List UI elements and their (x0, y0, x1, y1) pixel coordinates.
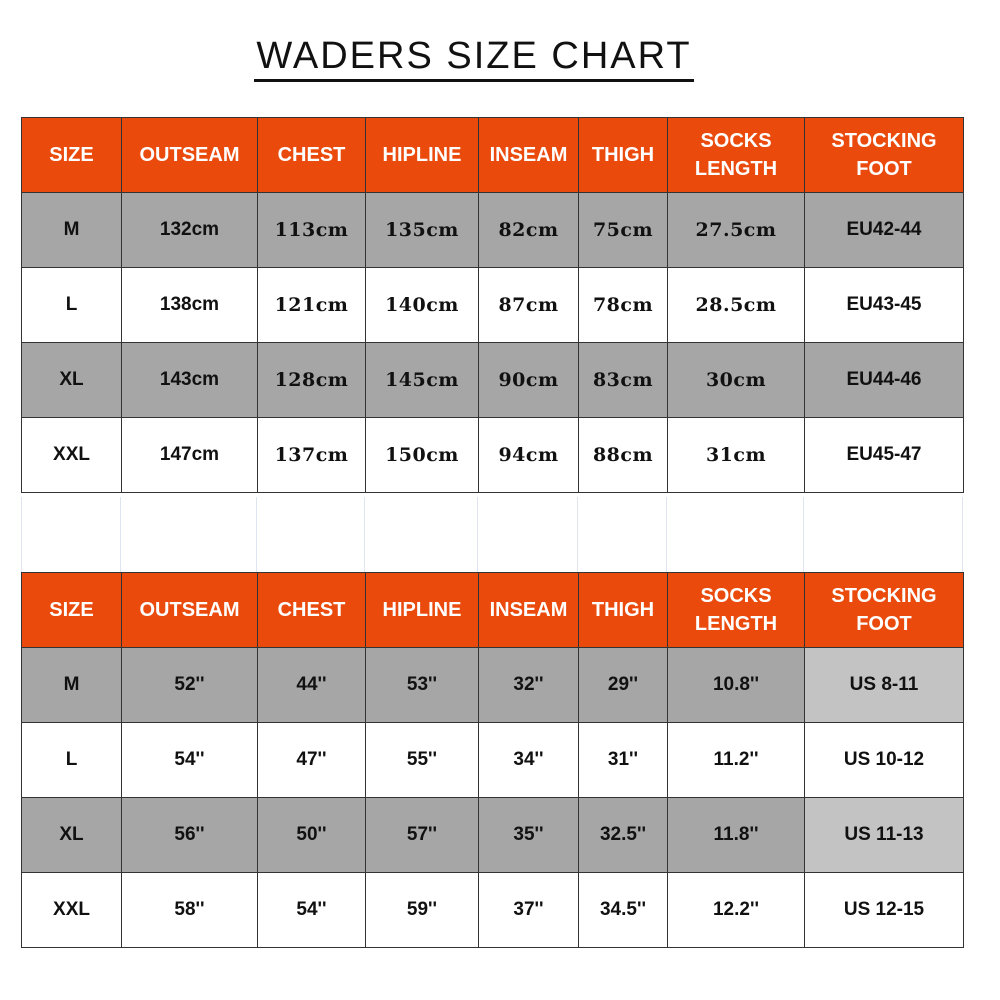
stocking-foot-cell: EU42-44 (805, 193, 964, 268)
outseam-cell: 132cm (122, 193, 258, 268)
socks-length-cell: 28.5cm (668, 268, 805, 343)
thigh-cell: 83cm (579, 343, 668, 418)
table-row (22, 873, 964, 948)
header-stocking-foot: STOCKING FOOT (805, 573, 964, 648)
header-thigh: THIGH (579, 573, 668, 648)
header-socks-length: SOCKS LENGTH (668, 573, 805, 648)
socks-length-cell: 11.2'' (668, 723, 805, 798)
socks-length-cell: 12.2'' (668, 873, 805, 948)
outseam-cell: 143cm (122, 343, 258, 418)
table-header-row (22, 573, 964, 648)
thigh-cell: 78cm (579, 268, 668, 343)
size-cell: L (22, 268, 122, 343)
chest-cell: 113cm (258, 193, 366, 268)
spacer-column (578, 497, 667, 572)
size-cell: XL (22, 798, 122, 873)
size-cell: M (22, 193, 122, 268)
page-title-text: WADERS SIZE CHART (254, 34, 693, 82)
header-inseam: INSEAM (479, 118, 579, 193)
table-row (22, 268, 964, 343)
spacer-column (478, 497, 578, 572)
inseam-cell: 35'' (479, 798, 579, 873)
header-size: SIZE (22, 573, 122, 648)
header-outseam: OUTSEAM (122, 573, 258, 648)
table-row (22, 798, 964, 873)
chest-cell: 121cm (258, 268, 366, 343)
outseam-cell: 58'' (122, 873, 258, 948)
table-row (22, 193, 964, 268)
inseam-cell: 34'' (479, 723, 579, 798)
chest-cell: 47'' (258, 723, 366, 798)
spacer-column (667, 497, 804, 572)
size-cell: L (22, 723, 122, 798)
spacer-column (121, 497, 257, 572)
outseam-cell: 52'' (122, 648, 258, 723)
thigh-cell: 88cm (579, 418, 668, 493)
page-title (0, 34, 948, 82)
stocking-foot-cell: EU44-46 (805, 343, 964, 418)
outseam-cell: 147cm (122, 418, 258, 493)
chest-cell: 128cm (258, 343, 366, 418)
socks-length-cell: 27.5cm (668, 193, 805, 268)
socks-length-cell: 10.8'' (668, 648, 805, 723)
thigh-cell: 75cm (579, 193, 668, 268)
hipline-cell: 57'' (366, 798, 479, 873)
metric-size-table (21, 117, 964, 493)
header-hipline: HIPLINE (366, 573, 479, 648)
outseam-cell: 56'' (122, 798, 258, 873)
inseam-cell: 94cm (479, 418, 579, 493)
socks-length-cell: 31cm (668, 418, 805, 493)
header-stocking-foot: STOCKING FOOT (805, 118, 964, 193)
inseam-cell: 90cm (479, 343, 579, 418)
thigh-cell: 31'' (579, 723, 668, 798)
size-cell: XXL (22, 873, 122, 948)
outseam-cell: 54'' (122, 723, 258, 798)
size-cell: XXL (22, 418, 122, 493)
table-row (22, 343, 964, 418)
spacer-column (804, 497, 963, 572)
hipline-cell: 59'' (366, 873, 479, 948)
header-size: SIZE (22, 118, 122, 193)
imperial-size-table (21, 572, 964, 948)
socks-length-cell: 11.8'' (668, 798, 805, 873)
header-socks-length: SOCKS LENGTH (668, 118, 805, 193)
hipline-cell: 53'' (366, 648, 479, 723)
header-outseam: OUTSEAM (122, 118, 258, 193)
stocking-foot-cell: US 10-12 (805, 723, 964, 798)
stocking-foot-cell: EU43-45 (805, 268, 964, 343)
table-header-row (22, 118, 964, 193)
stocking-foot-cell: US 11-13 (805, 798, 964, 873)
spacer-column (257, 497, 365, 572)
header-chest: CHEST (258, 573, 366, 648)
hipline-cell: 140cm (366, 268, 479, 343)
chest-cell: 137cm (258, 418, 366, 493)
socks-length-cell: 30cm (668, 343, 805, 418)
hipline-cell: 150cm (366, 418, 479, 493)
thigh-cell: 32.5'' (579, 798, 668, 873)
thigh-cell: 29'' (579, 648, 668, 723)
table-row (22, 648, 964, 723)
table-spacer (21, 497, 963, 572)
inseam-cell: 82cm (479, 193, 579, 268)
stocking-foot-cell: US 8-11 (805, 648, 964, 723)
table-row (22, 723, 964, 798)
spacer-column (365, 497, 478, 572)
header-thigh: THIGH (579, 118, 668, 193)
size-cell: M (22, 648, 122, 723)
stocking-foot-cell: EU45-47 (805, 418, 964, 493)
header-inseam: INSEAM (479, 573, 579, 648)
inseam-cell: 32'' (479, 648, 579, 723)
inseam-cell: 37'' (479, 873, 579, 948)
hipline-cell: 135cm (366, 193, 479, 268)
header-hipline: HIPLINE (366, 118, 479, 193)
thigh-cell: 34.5'' (579, 873, 668, 948)
hipline-cell: 55'' (366, 723, 479, 798)
chest-cell: 50'' (258, 798, 366, 873)
chest-cell: 54'' (258, 873, 366, 948)
hipline-cell: 145cm (366, 343, 479, 418)
outseam-cell: 138cm (122, 268, 258, 343)
size-cell: XL (22, 343, 122, 418)
spacer-column (21, 497, 121, 572)
inseam-cell: 87cm (479, 268, 579, 343)
chest-cell: 44'' (258, 648, 366, 723)
header-chest: CHEST (258, 118, 366, 193)
stocking-foot-cell: US 12-15 (805, 873, 964, 948)
table-row (22, 418, 964, 493)
